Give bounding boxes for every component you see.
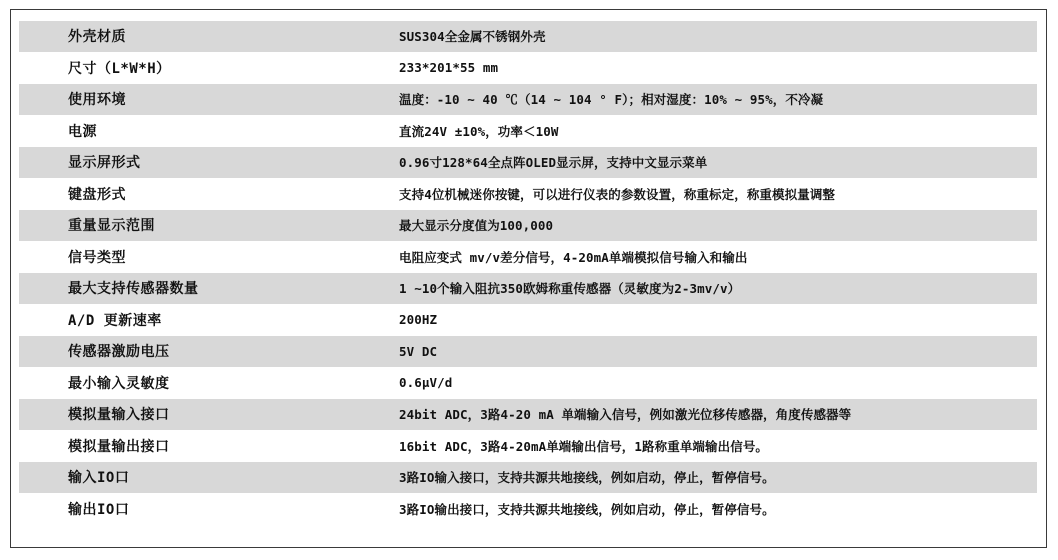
row-label: 输出IO口 — [19, 493, 395, 525]
row-label: 键盘形式 — [19, 178, 395, 210]
row-value: 5V DC — [395, 336, 1037, 368]
row-label: 重量显示范围 — [19, 210, 395, 242]
row-label: 最大支持传感器数量 — [19, 273, 395, 305]
row-label: 模拟量输入接口 — [19, 399, 395, 431]
table-row — [19, 367, 1037, 399]
table-row — [19, 210, 1037, 242]
row-label: 尺寸（L*W*H） — [19, 52, 395, 84]
table-row — [19, 84, 1037, 116]
table-row — [19, 493, 1037, 525]
row-label: 传感器激励电压 — [19, 336, 395, 368]
row-value: 16bit ADC，3路4-20mA单端输出信号，1路称重单端输出信号。 — [395, 430, 1037, 462]
row-label: 电源 — [19, 115, 395, 147]
row-value: 温度：-10 ~ 40 ℃（14 ~ 104 ° F）；相对湿度：10% ~ 95%，不冷凝 — [395, 84, 1037, 116]
row-value: 24bit ADC，3路4-20 mA 单端输入信号，例如激光位移传感器，角度传感器等 — [395, 399, 1037, 431]
row-label: 使用环境 — [19, 84, 395, 116]
row-value: 0.6μV/d — [395, 367, 1037, 399]
table-row — [19, 336, 1037, 368]
row-label: 显示屏形式 — [19, 147, 395, 179]
table-row — [19, 399, 1037, 431]
row-label: 模拟量输出接口 — [19, 430, 395, 462]
table-row — [19, 147, 1037, 179]
row-value: 电阻应变式 mv/v差分信号，4-20mA单端模拟信号输入和输出 — [395, 241, 1037, 273]
row-value: 1 ~10个输入阻抗350欧姆称重传感器（灵敏度为2-3mv/v） — [395, 273, 1037, 305]
row-value: 直流24V ±10%，功率＜10W — [395, 115, 1037, 147]
row-value: 200HZ — [395, 304, 1037, 336]
row-value: 3路IO输出接口，支持共源共地接线，例如启动，停止，暂停信号。 — [395, 493, 1037, 525]
table-row — [19, 304, 1037, 336]
row-value: 0.96寸128*64全点阵OLED显示屏，支持中文显示菜单 — [395, 147, 1037, 179]
row-value: 最大显示分度值为100,000 — [395, 210, 1037, 242]
row-label: 外壳材质 — [19, 21, 395, 52]
table-row — [19, 241, 1037, 273]
row-label: 输入IO口 — [19, 462, 395, 494]
row-label: A/D 更新速率 — [19, 304, 395, 336]
row-value: 支持4位机械迷你按键，可以进行仪表的参数设置，称重标定，称重模拟量调整 — [395, 178, 1037, 210]
table-row — [19, 273, 1037, 305]
row-label: 信号类型 — [19, 241, 395, 273]
row-value: 233*201*55 mm — [395, 52, 1037, 84]
table-row — [19, 52, 1037, 84]
row-label: 最小输入灵敏度 — [19, 367, 395, 399]
table-row — [19, 430, 1037, 462]
table-row — [19, 21, 1037, 52]
row-value: 3路IO输入接口，支持共源共地接线，例如启动，停止，暂停信号。 — [395, 462, 1037, 494]
table-row — [19, 115, 1037, 147]
table-row — [19, 462, 1037, 494]
row-value: SUS304全金属不锈钢外壳 — [395, 21, 1037, 52]
spec-table — [19, 21, 1037, 525]
table-row — [19, 178, 1037, 210]
